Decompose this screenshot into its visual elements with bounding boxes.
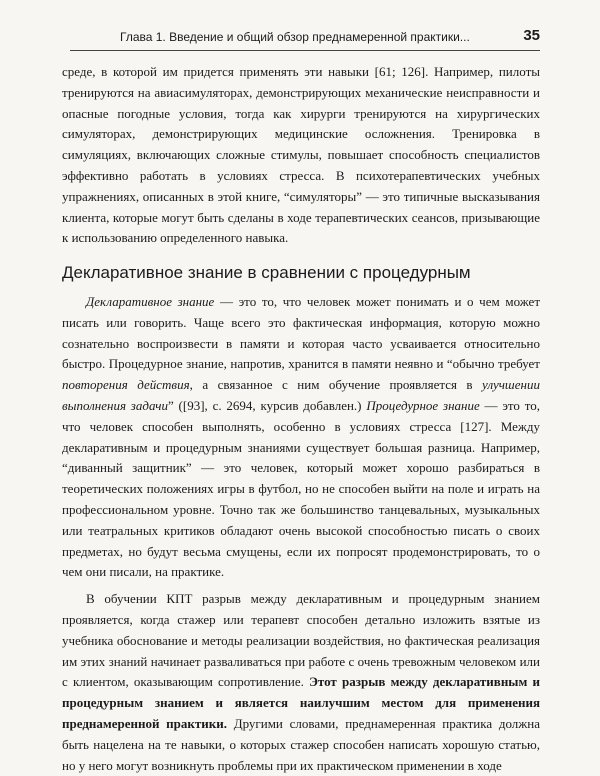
section-heading: Декларативное знание в сравнении с процедурным: [62, 263, 471, 283]
page-body: [62, 62, 540, 776]
paragraph-3: [62, 589, 540, 776]
para3-text: Другими словами, преднамеренная практика должна быть нацелена на те навыки, о которых стажер способен написать хорошую статью, но у него могут возникнуть проблемы при их практическом применении в ходе: [62, 715, 540, 773]
emphasis-repetition: повторения действия: [62, 377, 190, 393]
paragraph-2: [62, 292, 540, 583]
para2-text: , а связанное с ним обучение проявляется в: [189, 377, 483, 393]
para2-text: ” ([93], с. 2694, курсив добавлен.): [167, 397, 367, 413]
running-header: [70, 24, 540, 51]
emphasis-improvement: улучшении выполнения задачи: [62, 377, 540, 413]
page-number: 35: [523, 27, 540, 44]
term-procedural: Процедурное знание: [366, 397, 480, 413]
para2-text: — это то, что человек может понимать и о чем может писать или говорить. Чаще всего это фактическая информация, которую можно сознательно воспроизвести в памяти и которая часто усваивается относительно быстро. Процедурное знание, напротив, хранится в памяти неявно и “обычно требует: [62, 293, 541, 372]
chapter-title: Глава 1. Введение и общий обзор преднамеренной практики...: [120, 30, 470, 44]
bold-statement: Этот разрыв между декларативным и процедурным знанием и является наилучшим местом для применения преднамеренной практики.: [62, 674, 540, 731]
term-declarative: Декларативное знание: [86, 293, 215, 309]
paragraph-1: среде, в которой им придется применять эти навыки [61; 126]. Например, пилоты тренируются на авиасимуляторах, демонстрирующих механические неисправности и опасные погодные условия, тогда как хирурги тренируются на хирургических симуляторах, демонстрирующих медицинские осложнения. Тренировка в симуляциях, включающих сложные стимулы, повышает способность специалистов эффективно работать в условиях стресса. В психотерапевтических учебных упражнениях, описанных в этой книге, “симуляторы” — это типичные высказывания клиента, которые могут быть сделаны в ходе терапевтических сеансов, призывающие к использованию определенного навыка.: [62, 64, 540, 246]
para3-text: В обучении КПТ разрыв между декларативным и процедурным знанием проявляется, когда стажер или терапевт способен детально изложить взятые из учебника обоснование и методы реализации воздействия, но фактическая реализация им этих знаний начинает разваливаться при работе с очень тревожным человеком или с клиентом, оказывающим сопротивление.: [62, 591, 540, 690]
para2-text: — это то, что человек способен выполнять, особенно в условиях стресса [127]. Между декларативным и процедурным знаниями существует большая разница. Например, “диванный защитник” — это человек, который может хорошо разбираться в теоретических положениях игры в футбол, но не способен выйти на поле и играть на профессиональном уровне. Точно так же большинство танцевальных, музыкальных или театральных критиков обладают очень высокой способностью писать о своих предметах, но будут весьма смущены, если их попросят продемонстрировать, то о чем они писали, на практике.: [62, 397, 540, 580]
